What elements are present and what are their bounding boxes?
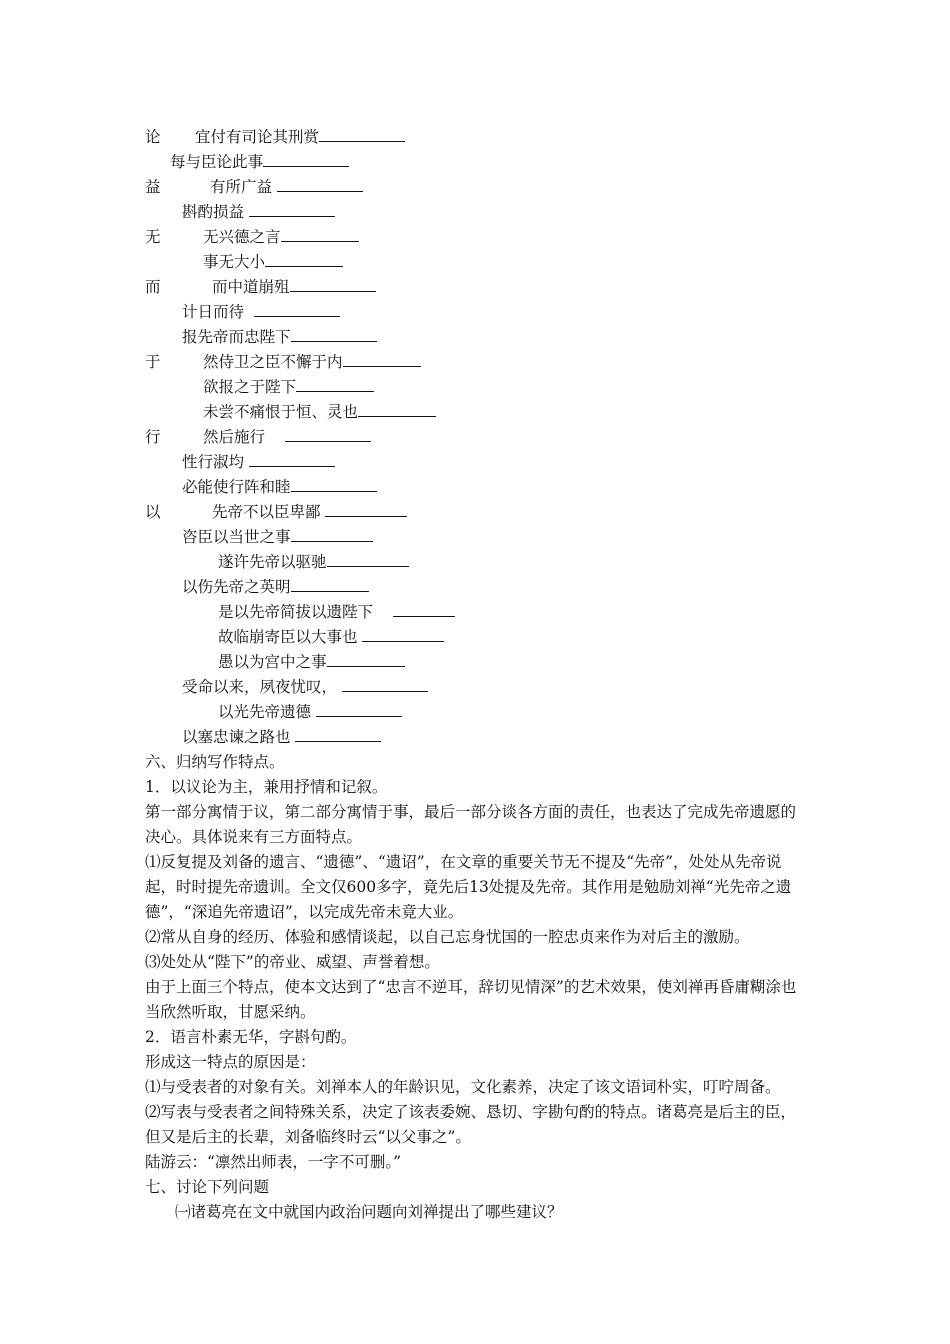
vocab-phrase: 然侍卫之臣不懈于内	[203, 353, 343, 371]
vocab-phrase: 咨臣以当世之事	[182, 528, 291, 546]
vocab-phrase: 是以先帝简拔以遗陛下	[218, 603, 374, 621]
vocab-phrase: 然后施行	[203, 428, 266, 446]
vocab-phrase: 未尝不痛恨于恒、灵也	[203, 403, 359, 421]
answer-blank[interactable]	[249, 452, 335, 467]
vocab-phrase: 必能使行阵和睦	[182, 478, 291, 496]
vocab-item	[218, 602, 455, 622]
vocab-word: 而	[145, 278, 161, 296]
answer-blank[interactable]	[296, 377, 374, 392]
vocab-item	[218, 627, 444, 647]
vocab-phrase: 宜付有司论其刑赏	[195, 128, 320, 146]
paragraph: ⑵写表与受表者之间特殊关系，决定了该表委婉、恳切、字勘句酌的特点。诸葛亮是后主的臣，但又是后主的长辈，刘备临终时云“以父事之”。	[145, 1103, 797, 1146]
vocab-item	[182, 202, 335, 222]
vocab-phrase: 报先帝而忠陛下	[182, 328, 291, 346]
paragraph: ⑶处处从“陛下”的帝业、威望、声誉着想。	[145, 953, 440, 971]
vocab-item	[212, 502, 407, 522]
answer-blank[interactable]	[325, 502, 407, 517]
answer-blank[interactable]	[316, 702, 402, 717]
paragraph: 由于上面三个特点，使本文达到了“忠言不逆耳，辞切见情深”的艺术效果，使刘禅再昏庸糊涂也当欣然听取，甘愿采纳。	[145, 978, 797, 1021]
point-title: 2．语言朴素无华，字斟句酌。	[145, 1028, 357, 1046]
answer-blank[interactable]	[285, 427, 371, 442]
answer-blank[interactable]	[263, 152, 349, 167]
vocab-item	[182, 577, 369, 597]
paragraph: ⑵常从自身的经历、体验和感情谈起，以自己忘身忧国的一腔忠贞来作为对后主的激励。	[145, 928, 750, 946]
answer-blank[interactable]	[295, 727, 381, 742]
vocab-item	[203, 252, 343, 272]
answer-blank[interactable]	[327, 552, 409, 567]
vocab-item	[182, 302, 340, 322]
answer-blank[interactable]	[358, 402, 436, 417]
vocab-phrase: 欲报之于陛下	[203, 378, 297, 396]
quote: 陆游云：“凛然出师表，一字不可删。”	[145, 1153, 402, 1171]
vocab-phrase: 受命以来，夙夜忧叹，	[182, 678, 338, 696]
vocab-phrase: 有所广益	[210, 178, 273, 196]
answer-blank[interactable]	[393, 602, 455, 617]
vocab-phrase: 以光先帝遗德	[218, 703, 312, 721]
answer-blank[interactable]	[290, 277, 376, 292]
answer-blank[interactable]	[291, 327, 377, 342]
vocab-phrase: 以塞忠谏之路也	[182, 728, 291, 746]
answer-blank[interactable]	[327, 652, 405, 667]
answer-blank[interactable]	[277, 177, 363, 192]
answer-blank[interactable]	[343, 352, 421, 367]
paragraph: 第一部分寓情于议，第二部分寓情于事，最后一部分谈各方面的责任，也表达了完成先帝遗愿的决心。具体说来有三方面特点。	[145, 803, 797, 846]
vocab-item	[182, 677, 428, 697]
vocab-word: 以	[145, 503, 161, 521]
vocab-phrase: 计日而待	[182, 303, 245, 321]
vocab-item	[170, 152, 349, 172]
vocab-phrase: 遂许先帝以驱驰	[218, 553, 327, 571]
vocab-phrase: 以伤先帝之英明	[182, 578, 291, 596]
section-heading: 七、讨论下列问题	[145, 1178, 270, 1196]
vocab-word: 于	[145, 353, 161, 371]
paragraph: ⑴反复提及刘备的遗言、“遗德”、“遗诏”，在文章的重要关节无不提及“先帝”，处处从先帝说起，时时提先帝遗训。全文仅600多字，竟先后13处提及先帝。其作用是勉励刘禅“光先帝之遗德”，“深追先帝遗诏”，以完成先帝未竟大业。	[145, 853, 792, 921]
answer-blank[interactable]	[319, 127, 405, 142]
vocab-phrase: 无兴德之言	[203, 228, 281, 246]
vocab-item	[218, 702, 402, 722]
vocab-word: 无	[145, 228, 161, 246]
answer-blank[interactable]	[291, 477, 377, 492]
answer-blank[interactable]	[291, 527, 373, 542]
vocab-phrase: 斟酌损益	[182, 203, 245, 221]
vocab-item	[182, 527, 373, 547]
vocab-phrase: 先帝不以臣卑鄙	[212, 503, 321, 521]
paragraph: 形成这一特点的原因是：	[145, 1053, 316, 1071]
vocab-item	[218, 552, 409, 572]
vocab-phrase: 性行淑均	[182, 453, 245, 471]
vocab-item	[218, 652, 405, 672]
answer-blank[interactable]	[281, 227, 359, 242]
vocab-item	[195, 127, 405, 147]
vocab-word: 益	[145, 178, 161, 196]
vocab-item	[182, 727, 381, 747]
vocab-item	[182, 477, 377, 497]
vocab-phrase: 每与臣论此事	[170, 153, 264, 171]
vocab-item	[182, 452, 335, 472]
vocab-item	[212, 277, 376, 297]
point-title: 1．以议论为主，兼用抒情和记叙。	[145, 778, 388, 796]
vocab-item	[182, 327, 377, 347]
vocab-item	[203, 227, 359, 247]
vocab-phrase: 故临崩寄臣以大事也	[218, 628, 358, 646]
vocab-item	[203, 427, 371, 447]
vocab-item	[203, 377, 374, 397]
vocab-word: 论	[145, 128, 161, 146]
section-heading: 六、归纳写作特点。	[145, 753, 285, 771]
paragraph: ⑴与受表者的对象有关。刘禅本人的年龄识见，文化素养，决定了该文语词朴实，叮咛周备。	[145, 1078, 781, 1096]
vocab-phrase: 愚以为宫中之事	[218, 653, 327, 671]
answer-blank[interactable]	[291, 577, 369, 592]
answer-blank[interactable]	[249, 202, 335, 217]
vocab-item	[203, 352, 421, 372]
answer-blank[interactable]	[265, 252, 343, 267]
answer-blank[interactable]	[254, 302, 340, 317]
vocab-phrase: 而中道崩殂	[212, 278, 290, 296]
vocab-item	[210, 177, 363, 197]
vocab-item	[203, 402, 436, 422]
answer-blank[interactable]	[362, 627, 444, 642]
question: ㈠诸葛亮在文中就国内政治问题向刘禅提出了哪些建议？	[175, 1203, 563, 1221]
answer-blank[interactable]	[342, 677, 428, 692]
vocab-phrase: 事无大小	[203, 253, 266, 271]
vocab-word: 行	[145, 428, 161, 446]
